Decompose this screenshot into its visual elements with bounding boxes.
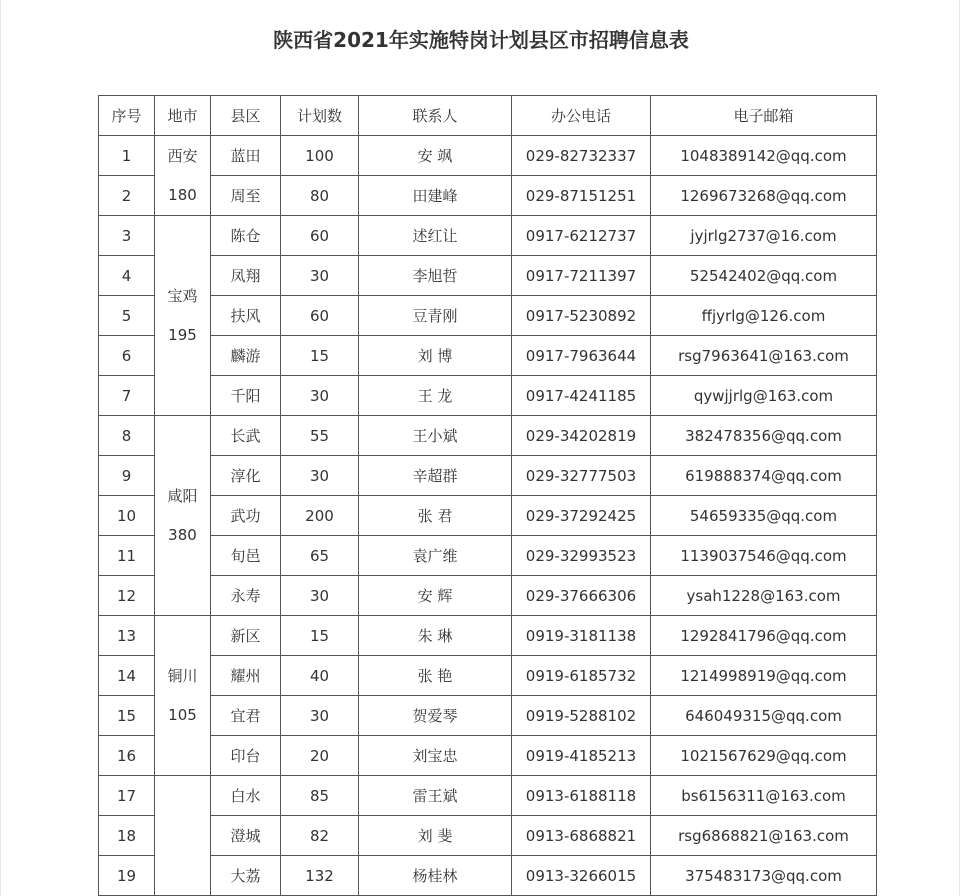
row-number: 12	[99, 576, 155, 616]
row-number: 2	[99, 176, 155, 216]
city-name: 铜川	[167, 666, 198, 685]
county-name: 长武	[211, 416, 281, 456]
office-phone: 0913-6188118	[512, 776, 651, 816]
plan-count: 40	[281, 656, 359, 696]
header-city: 地市	[155, 96, 211, 136]
row-number: 19	[99, 856, 155, 896]
plan-count: 55	[281, 416, 359, 456]
plan-count: 30	[281, 456, 359, 496]
plan-count: 60	[281, 296, 359, 336]
office-phone: 0913-3266015	[512, 856, 651, 896]
plan-count: 82	[281, 816, 359, 856]
page-title: 陕西省2021年实施特岗计划县区市招聘信息表	[273, 28, 689, 52]
plan-count: 30	[281, 576, 359, 616]
table-body	[99, 136, 877, 896]
row-number: 10	[99, 496, 155, 536]
table-row	[99, 656, 877, 696]
header-phone: 办公电话	[512, 96, 651, 136]
email-address: 619888374@qq.com	[651, 456, 877, 496]
office-phone: 029-32777503	[512, 456, 651, 496]
city-cell	[155, 136, 211, 216]
county-name: 扶风	[211, 296, 281, 336]
contact-person: 张 艳	[359, 656, 512, 696]
city-cell	[155, 416, 211, 616]
county-name: 印台	[211, 736, 281, 776]
contact-person: 豆青刚	[359, 296, 512, 336]
email-address: 1021567629@qq.com	[651, 736, 877, 776]
office-phone: 029-32993523	[512, 536, 651, 576]
county-name: 旬邑	[211, 536, 281, 576]
office-phone: 0917-7963644	[512, 336, 651, 376]
row-number: 3	[99, 216, 155, 256]
email-address: 1292841796@qq.com	[651, 616, 877, 656]
office-phone: 0917-7211397	[512, 256, 651, 296]
county-name: 大荔	[211, 856, 281, 896]
table-row	[99, 776, 877, 816]
table-row	[99, 696, 877, 736]
table-row	[99, 816, 877, 856]
email-address: qywjjrlg@163.com	[651, 376, 877, 416]
email-address: 52542402@qq.com	[651, 256, 877, 296]
table-row	[99, 296, 877, 336]
plan-count: 80	[281, 176, 359, 216]
county-name: 白水	[211, 776, 281, 816]
contact-person: 贺爱琴	[359, 696, 512, 736]
county-name: 陈仓	[211, 216, 281, 256]
county-name: 凤翔	[211, 256, 281, 296]
table-row	[99, 336, 877, 376]
city-cell	[155, 216, 211, 416]
city-total: 105	[168, 705, 197, 724]
city-name: 咸阳	[167, 486, 198, 505]
office-phone: 029-87151251	[512, 176, 651, 216]
city-total: 195	[168, 325, 197, 344]
plan-count: 30	[281, 376, 359, 416]
row-number: 16	[99, 736, 155, 776]
table-row	[99, 136, 877, 176]
plan-count: 132	[281, 856, 359, 896]
county-name: 千阳	[211, 376, 281, 416]
office-phone: 0917-5230892	[512, 296, 651, 336]
row-number: 9	[99, 456, 155, 496]
header-no: 序号	[99, 96, 155, 136]
city-name: 宝鸡	[167, 286, 198, 305]
row-number: 11	[99, 536, 155, 576]
county-name: 武功	[211, 496, 281, 536]
county-name: 淳化	[211, 456, 281, 496]
office-phone: 0919-5288102	[512, 696, 651, 736]
city-cell	[155, 776, 211, 896]
contact-person: 袁广维	[359, 536, 512, 576]
contact-person: 刘宝忠	[359, 736, 512, 776]
plan-count: 30	[281, 256, 359, 296]
row-number: 1	[99, 136, 155, 176]
email-address: rsg6868821@163.com	[651, 816, 877, 856]
email-address: bs6156311@163.com	[651, 776, 877, 816]
email-address: 646049315@qq.com	[651, 696, 877, 736]
county-name: 周至	[211, 176, 281, 216]
table-row	[99, 416, 877, 456]
office-phone: 029-34202819	[512, 416, 651, 456]
plan-count: 20	[281, 736, 359, 776]
city-name: 西安	[167, 146, 198, 165]
office-phone: 029-82732337	[512, 136, 651, 176]
table-row	[99, 736, 877, 776]
row-number: 15	[99, 696, 155, 736]
office-phone: 0919-3181138	[512, 616, 651, 656]
email-address: 1214998919@qq.com	[651, 656, 877, 696]
contact-person: 安 辉	[359, 576, 512, 616]
contact-person: 辛超群	[359, 456, 512, 496]
contact-person: 田建峰	[359, 176, 512, 216]
plan-count: 200	[281, 496, 359, 536]
email-address: 1048389142@qq.com	[651, 136, 877, 176]
email-address: ffjyrlg@126.com	[651, 296, 877, 336]
row-number: 17	[99, 776, 155, 816]
county-name: 耀州	[211, 656, 281, 696]
office-phone: 0913-6868821	[512, 816, 651, 856]
plan-count: 15	[281, 616, 359, 656]
table-row	[99, 216, 877, 256]
county-name: 永寿	[211, 576, 281, 616]
plan-count: 15	[281, 336, 359, 376]
county-name: 澄城	[211, 816, 281, 856]
contact-person: 王小斌	[359, 416, 512, 456]
plan-count: 85	[281, 776, 359, 816]
row-number: 7	[99, 376, 155, 416]
row-number: 4	[99, 256, 155, 296]
office-phone: 0919-4185213	[512, 736, 651, 776]
header-contact: 联系人	[359, 96, 512, 136]
table-row	[99, 456, 877, 496]
email-address: 375483173@qq.com	[651, 856, 877, 896]
row-number: 18	[99, 816, 155, 856]
plan-count: 100	[281, 136, 359, 176]
email-address: 1269673268@qq.com	[651, 176, 877, 216]
table-row	[99, 496, 877, 536]
email-address: ysah1228@163.com	[651, 576, 877, 616]
row-number: 13	[99, 616, 155, 656]
table-row	[99, 256, 877, 296]
email-address: 382478356@qq.com	[651, 416, 877, 456]
header-row	[99, 96, 877, 136]
office-phone: 0919-6185732	[512, 656, 651, 696]
county-name: 蓝田	[211, 136, 281, 176]
header-county: 县区	[211, 96, 281, 136]
table-row	[99, 616, 877, 656]
county-name: 麟游	[211, 336, 281, 376]
email-address: rsg7963641@163.com	[651, 336, 877, 376]
email-address: 1139037546@qq.com	[651, 536, 877, 576]
contact-person: 朱 琳	[359, 616, 512, 656]
email-address: jyjrlg2737@16.com	[651, 216, 877, 256]
contact-person: 王 龙	[359, 376, 512, 416]
city-total: 380	[168, 525, 197, 544]
recruitment-table	[98, 95, 877, 896]
contact-person: 杨桂林	[359, 856, 512, 896]
city-total: 180	[168, 185, 197, 204]
row-number: 5	[99, 296, 155, 336]
city-cell	[155, 616, 211, 776]
table-row	[99, 536, 877, 576]
contact-person: 安 飒	[359, 136, 512, 176]
office-phone: 0917-6212737	[512, 216, 651, 256]
email-address: 54659335@qq.com	[651, 496, 877, 536]
office-phone: 029-37292425	[512, 496, 651, 536]
header-email: 电子邮箱	[651, 96, 877, 136]
plan-count: 60	[281, 216, 359, 256]
plan-count: 65	[281, 536, 359, 576]
contact-person: 张 君	[359, 496, 512, 536]
contact-person: 李旭哲	[359, 256, 512, 296]
contact-person: 雷王斌	[359, 776, 512, 816]
table-row	[99, 576, 877, 616]
row-number: 14	[99, 656, 155, 696]
contact-person: 刘 博	[359, 336, 512, 376]
table-row	[99, 856, 877, 896]
contact-person: 述红让	[359, 216, 512, 256]
office-phone: 029-37666306	[512, 576, 651, 616]
county-name: 宜君	[211, 696, 281, 736]
contact-person: 刘 斐	[359, 816, 512, 856]
office-phone: 0917-4241185	[512, 376, 651, 416]
county-name: 新区	[211, 616, 281, 656]
plan-count: 30	[281, 696, 359, 736]
row-number: 8	[99, 416, 155, 456]
table-row	[99, 376, 877, 416]
row-number: 6	[99, 336, 155, 376]
table-row	[99, 176, 877, 216]
header-plan: 计划数	[281, 96, 359, 136]
